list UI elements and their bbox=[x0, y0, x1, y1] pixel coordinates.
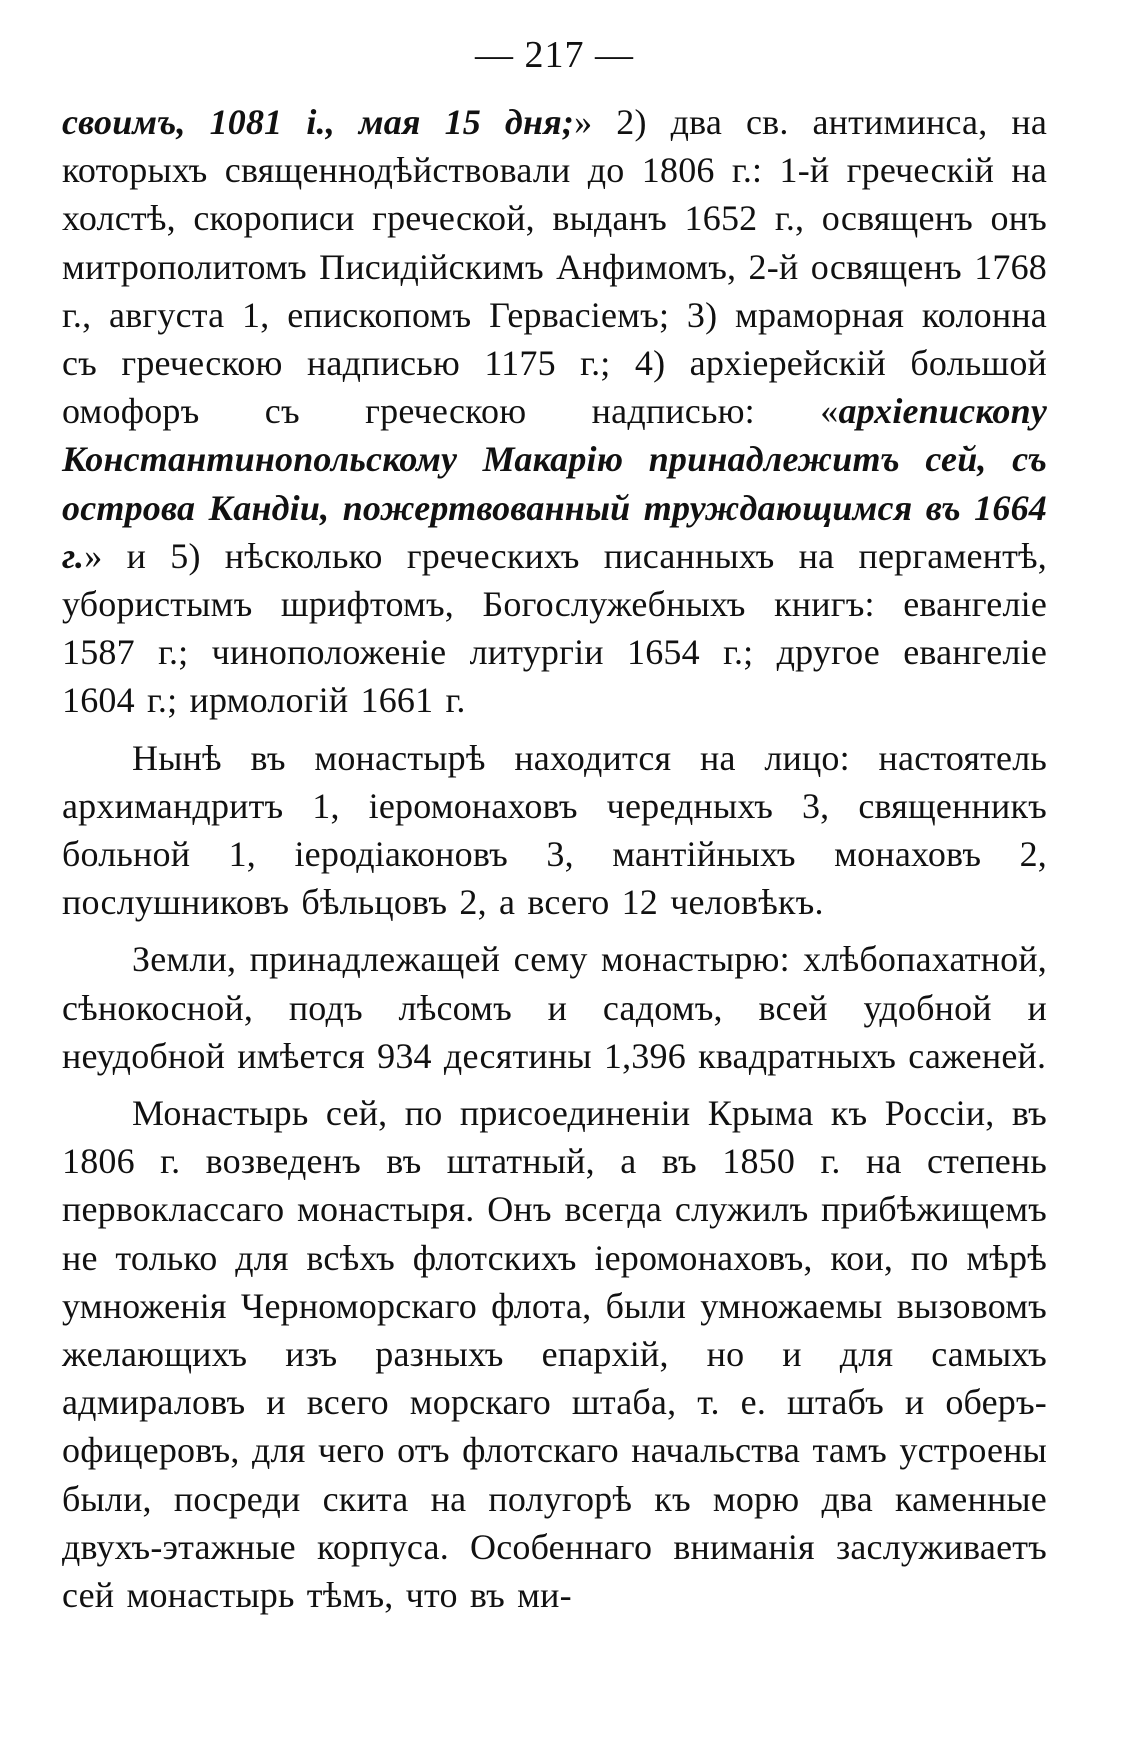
italic-quote-end: своимъ, 1081 і., мая 15 дня; bbox=[62, 102, 575, 142]
paragraph-relics bbox=[62, 98, 1047, 725]
paragraph-brethren: Нынѣ въ монастырѣ находится на лицо: настоятель архимандритъ 1, іеромонаховъ чередныхъ 3, священникъ больной 1, іеродіаконовъ 3, мантійныхъ монаховъ 2, послушниковъ бѣльцовъ 2, а всего 12 человѣкъ. bbox=[62, 737, 1047, 923]
italic-omophor-inscription: архіепископу Константинопольскому Макарію принадлежитъ сей, съ острова Кандіи, пожертвованный труждающимся въ 1664 г. bbox=[62, 391, 1047, 576]
page-number: — 217 — bbox=[475, 34, 634, 76]
relics-list-continued: » и 5) нѣсколько греческихъ писанныхъ на пергаментѣ, убористымъ шрифтомъ, Богослужебныхъ книгъ: евангеліе 1587 г.; чиноположеніе литургіи 1654 г.; другое евангеліе 1604 г.; ирмологій 1661 г. bbox=[62, 535, 1047, 721]
paragraph-land: Земли, принадлежащей сему монастырю: хлѣбопахатной, сѣнокосной, подъ лѣсомъ и садомъ, всей удобной и неудобной имѣется 934 десятины 1,396 квадратныхъ саженей. bbox=[62, 939, 1047, 1076]
paragraph-history: Монастырь сей, по присоединеніи Крыма къ Россіи, въ 1806 г. возведенъ въ штатный, а въ 1850 г. на степень первоклассаго монастыря. Онъ всегда служилъ прибѣжищемъ не только для всѣхъ флотскихъ іеромонаховъ, кои, по мѣрѣ умноженія Черноморскаго флота, были умножаемы вызовомъ желающихъ изъ разныхъ епархій, но и для самыхъ адмираловъ и всего морскаго штаба, т. е. штабъ и оберъ-офицеровъ, для чего отъ флотскаго начальства тамъ устроены были, посреди скита на полугорѣ къ морю два каменные двухъ-этажные корпуса. Особеннаго вниманія заслуживаетъ сей монастырь тѣмъ, что въ ми- bbox=[62, 1093, 1047, 1616]
relics-list-text: » 2) два св. антиминса, на которыхъ священнодѣйствовали до 1806 г.: 1-й греческій на холстѣ, скорописи греческой, выданъ 1652 г., освященъ онъ митрополитомъ Писидійскимъ Анфимомъ, 2-й освященъ 1768 г., августа 1, епископомъ Гервасіемъ; 3) мраморная колонна съ греческою надписью 1175 г.; 4) архіерейскій большой омофоръ съ греческою надписью: « bbox=[62, 102, 1047, 432]
book-page bbox=[62, 30, 1047, 1720]
